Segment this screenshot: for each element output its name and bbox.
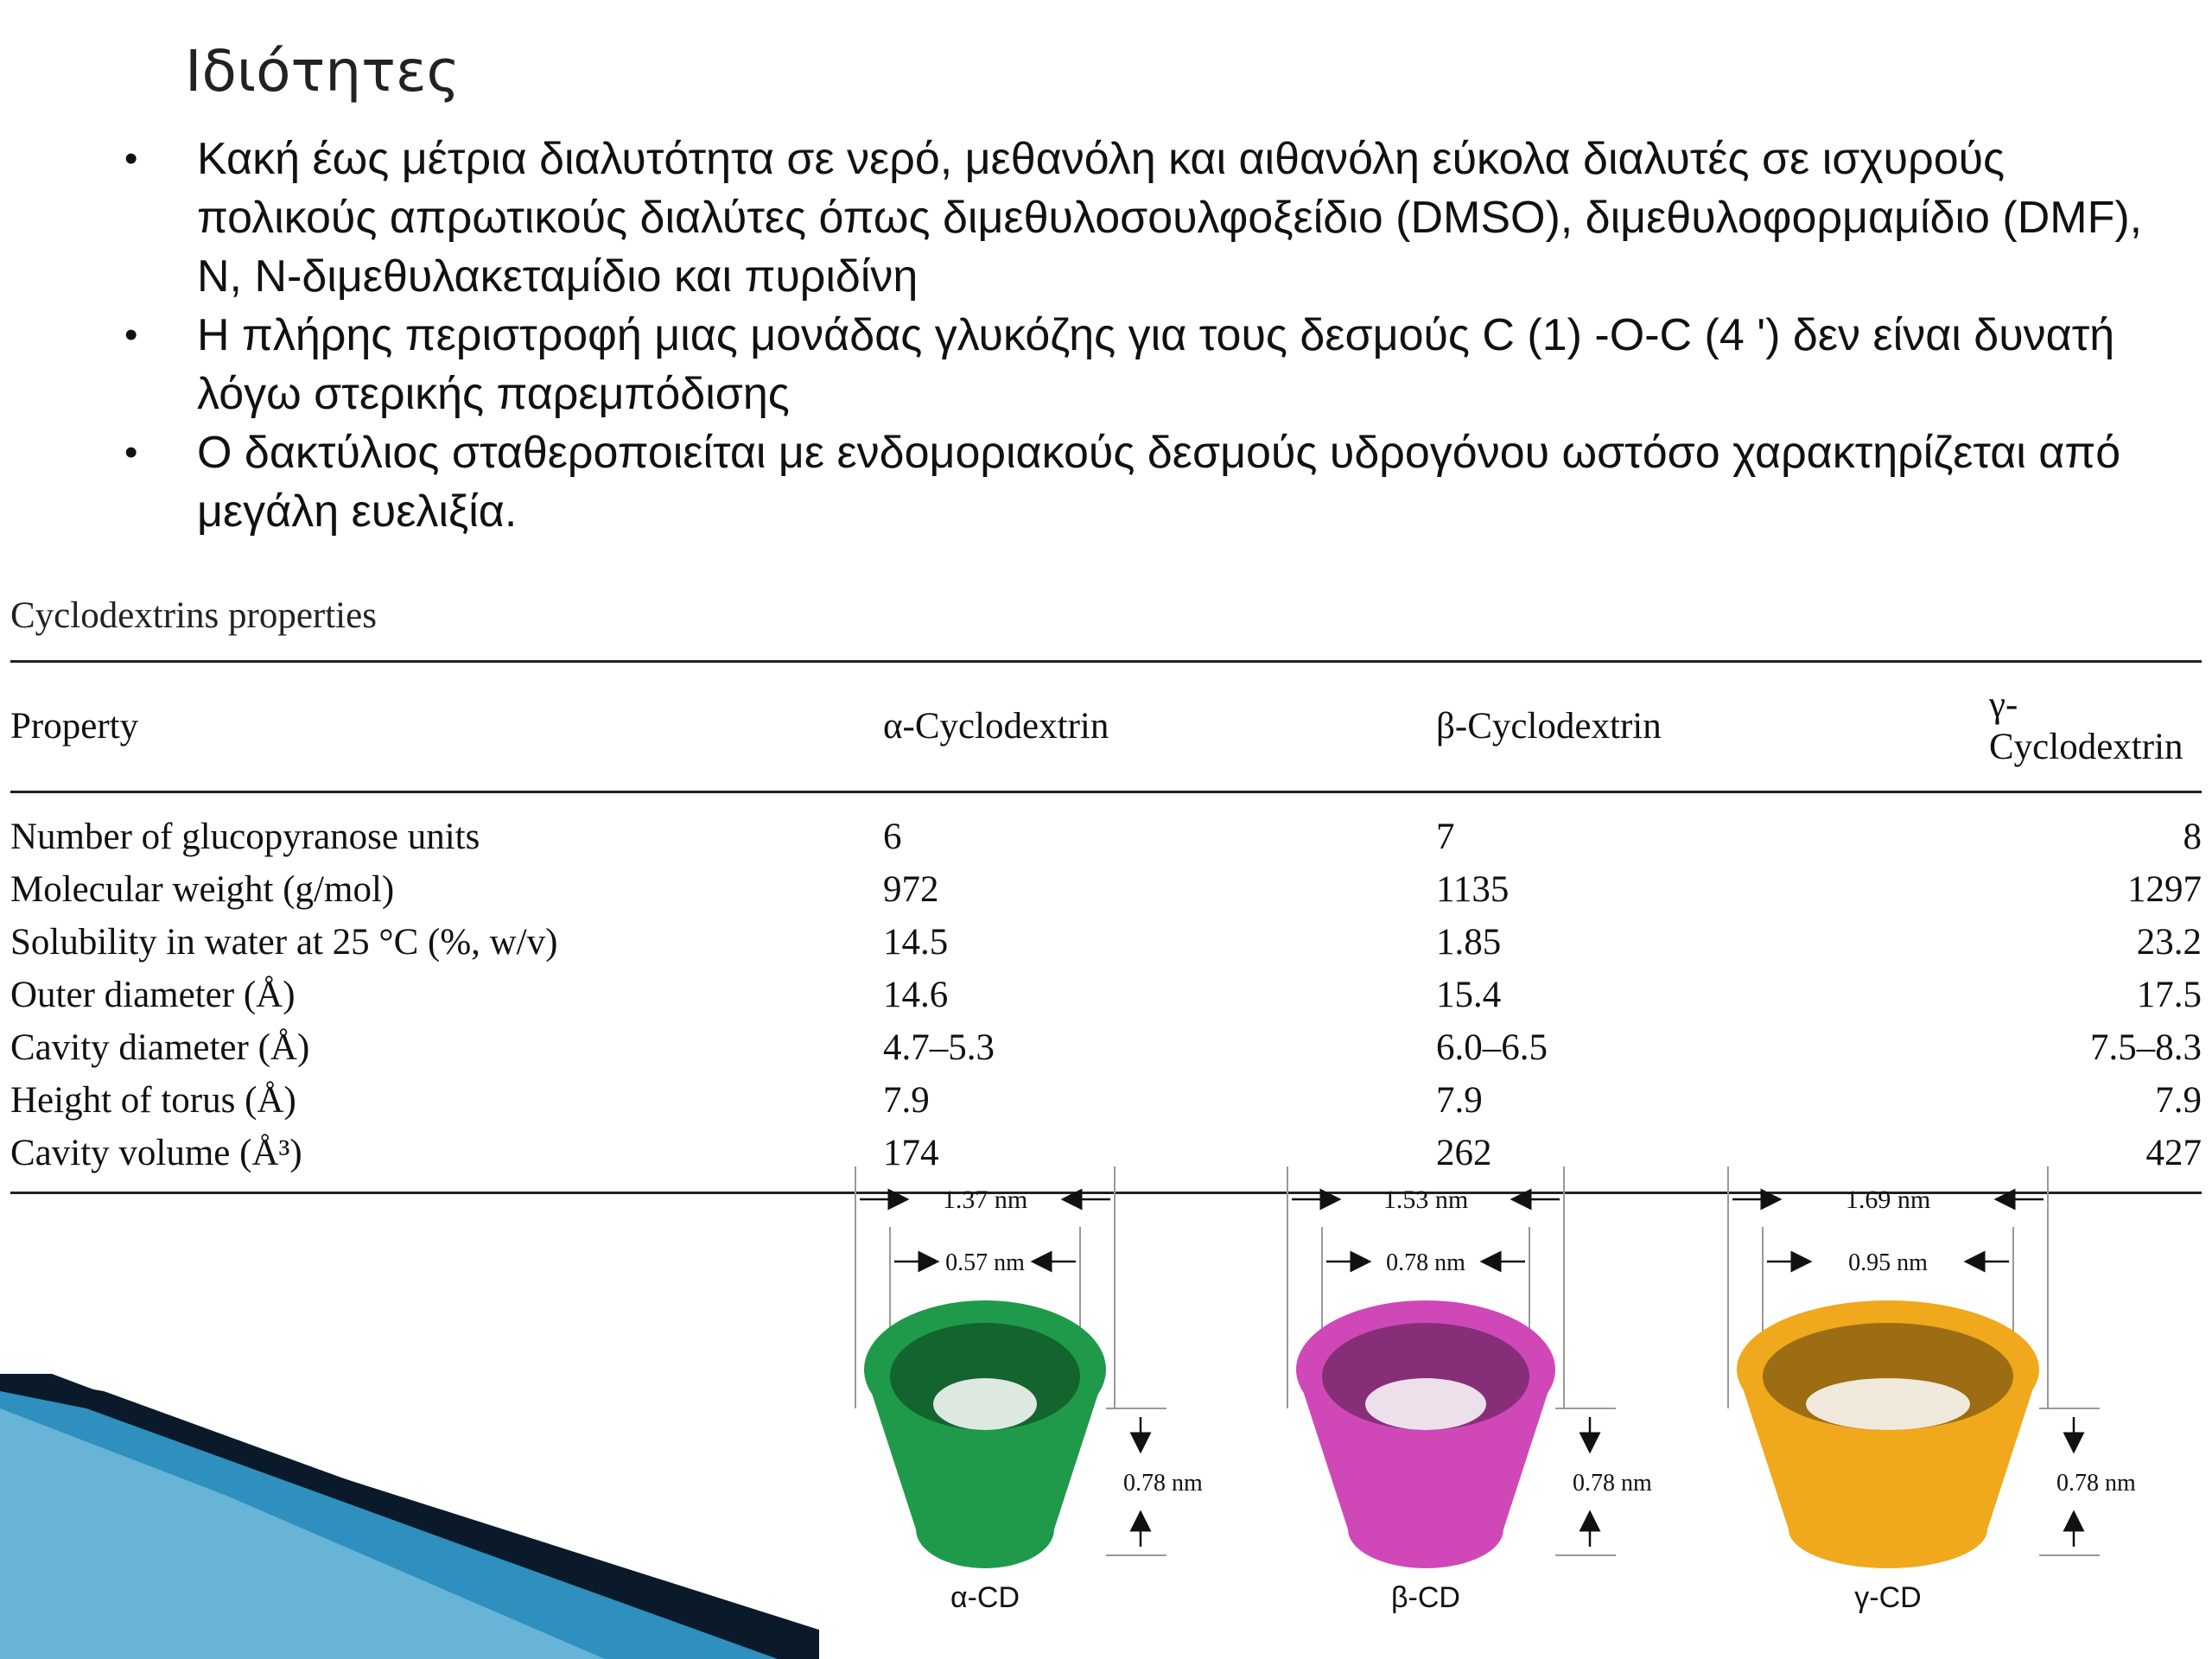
- outer-diameter-label: 1.69 nm: [1845, 1185, 1931, 1214]
- outer-diameter-label: 1.37 nm: [942, 1185, 1028, 1214]
- property-name-cell: Height of torus (Å): [10, 1080, 296, 1121]
- value-cell: 1.85: [1436, 922, 1502, 963]
- table-row: [10, 863, 2202, 916]
- value-cell: 23.2: [2136, 922, 2202, 963]
- value-cell: 174: [883, 1127, 1436, 1193]
- cone-hole: [1806, 1378, 1970, 1430]
- height-label: 0.78 nm: [1123, 1470, 1203, 1497]
- table-row: [10, 1074, 2202, 1127]
- cyclodextrin-figure: [855, 1166, 1203, 1614]
- value-cell: 1297: [2127, 869, 2202, 910]
- figure-label: β-CD: [1391, 1581, 1460, 1614]
- bullet-item: [121, 306, 2177, 423]
- bullet-text: Η πλήρης περιστροφή μιας μονάδας γλυκόζης για τους δεσμούς C (1) -O-C (4 ') δεν είναι δυνατή λόγω στερικής παρεμπόδισης: [197, 310, 2115, 419]
- value-cell: 427: [1989, 1127, 2202, 1193]
- header-property: Property: [10, 662, 883, 792]
- value-cell: 972: [883, 869, 939, 910]
- property-name-cell: Number of glucopyranose units: [10, 817, 480, 857]
- cone-hole: [1365, 1378, 1486, 1430]
- outer-diameter-label: 1.53 nm: [1382, 1185, 1469, 1214]
- table-header-row: [10, 662, 2202, 792]
- value-cell: 6.0–6.5: [1436, 1027, 1548, 1068]
- value-cell: 15.4: [1436, 975, 1502, 1015]
- table-row: [10, 1021, 2202, 1074]
- cone-hole: [933, 1378, 1037, 1430]
- white-patch: [819, 1607, 854, 1659]
- header-gamma: γ-Cyclodextrin: [1989, 662, 2202, 792]
- bullet-item: [121, 423, 2177, 541]
- table-row: [10, 792, 2202, 864]
- property-name-cell: Solubility in water at 25 °C (%, w/v): [10, 922, 558, 963]
- table-row: [10, 969, 2202, 1021]
- height-label: 0.78 nm: [2056, 1470, 2136, 1497]
- value-cell: 4.7–5.3: [883, 1027, 995, 1068]
- bullet-item: [121, 130, 2177, 306]
- value-cell: 262: [1436, 1127, 1989, 1193]
- table-row: [10, 916, 2202, 969]
- bullet-list: [121, 130, 2177, 541]
- property-name-cell: Outer diameter (Å): [10, 975, 296, 1015]
- value-cell: 8: [2183, 817, 2202, 857]
- height-label: 0.78 nm: [1573, 1470, 1652, 1497]
- value-cell: 1135: [1436, 869, 1510, 910]
- decorative-swoosh: [0, 1374, 830, 1659]
- figure-label: γ-CD: [1854, 1581, 1922, 1614]
- value-cell: 14.6: [883, 975, 949, 1015]
- cyclodextrin-figures: [821, 1158, 2212, 1642]
- properties-table: [10, 660, 2202, 1194]
- value-cell: 14.5: [883, 922, 949, 963]
- value-cell: 7.5–8.3: [2090, 1027, 2202, 1068]
- property-name-cell: Cavity volume (Å³): [10, 1127, 883, 1193]
- value-cell: 7.9: [2155, 1080, 2202, 1121]
- figure-label: α-CD: [950, 1581, 1020, 1614]
- cyclodextrin-figure: [1728, 1166, 2136, 1614]
- cavity-diameter-label: 0.57 nm: [945, 1249, 1025, 1276]
- bullet-icon: •: [124, 431, 138, 474]
- bullet-icon: •: [124, 137, 138, 180]
- header-beta: β-Cyclodextrin: [1436, 662, 1989, 792]
- cavity-diameter-label: 0.95 nm: [1848, 1249, 1928, 1276]
- cavity-diameter-label: 0.78 nm: [1386, 1249, 1465, 1276]
- value-cell: 6: [883, 817, 902, 857]
- table-caption: Cyclodextrins properties: [10, 595, 377, 636]
- bullet-text: Ο δακτύλιος σταθεροποιείται με ενδομοριακούς δεσμούς υδρογόνου ωστόσο χαρακτηρίζεται από μεγάλη ευελιξία.: [197, 428, 2121, 537]
- slide-title: Ιδιότητες: [185, 38, 461, 105]
- bullet-icon: •: [124, 314, 138, 356]
- value-cell: 7.9: [883, 1080, 930, 1121]
- property-name-cell: Molecular weight (g/mol): [10, 869, 395, 910]
- header-alpha: α-Cyclodextrin: [883, 662, 1436, 792]
- value-cell: 7.9: [1436, 1080, 1483, 1121]
- cyclodextrin-figure: [1287, 1166, 1652, 1614]
- value-cell: 17.5: [2136, 975, 2202, 1015]
- value-cell: 7: [1436, 817, 1455, 857]
- property-name-cell: Cavity diameter (Å): [10, 1027, 310, 1068]
- bullet-text: Κακή έως μέτρια διαλυτότητα σε νερό, μεθανόλη και αιθανόλη εύκολα διαλυτές σε ισχυρούς πολικούς απρωτικούς διαλύτες όπως διμεθυλοσουλφοξείδιο (DMSO), διμεθυλοφορμαμίδιο (DMF), N, N-διμεθυλακεταμίδιο και πυριδίνη: [197, 134, 2143, 302]
